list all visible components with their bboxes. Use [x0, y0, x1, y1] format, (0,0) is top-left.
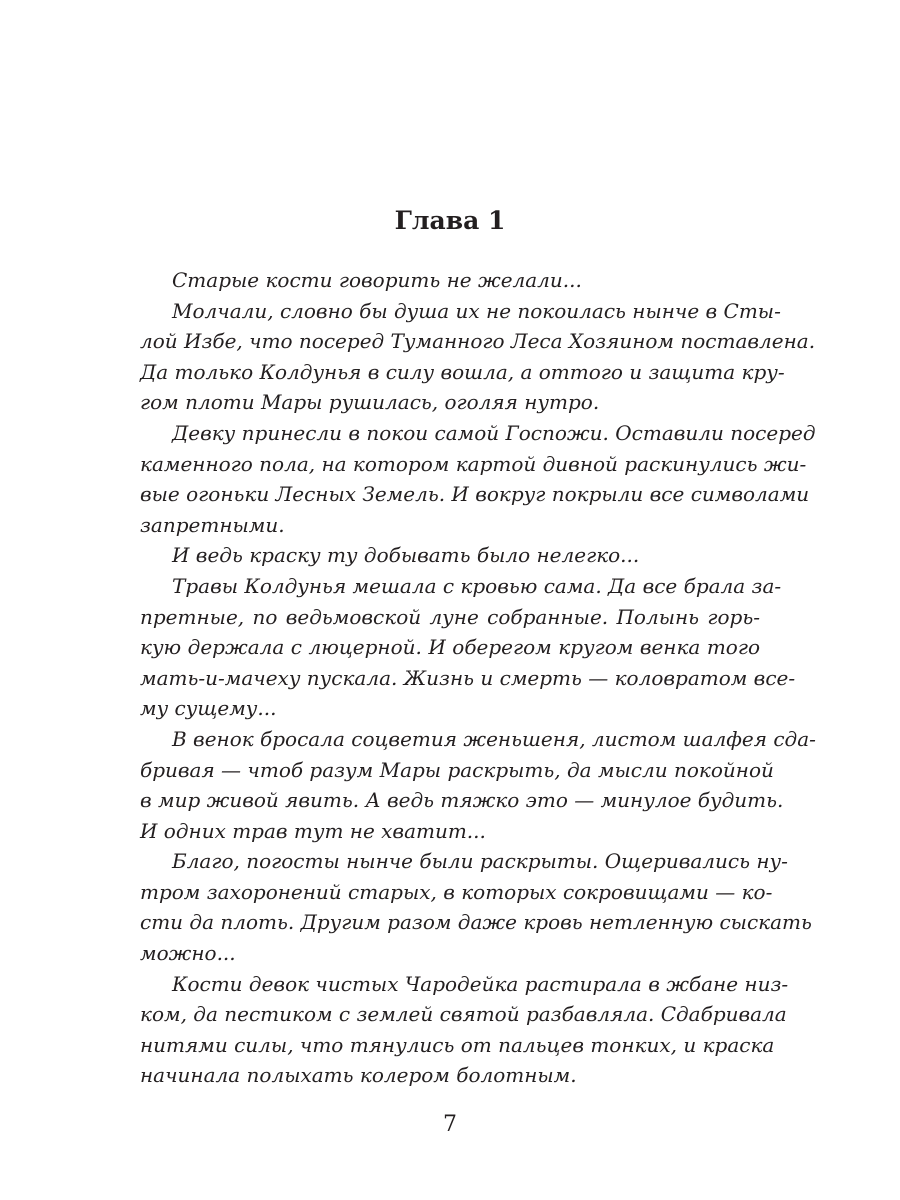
text-line: в мир живой явить. А ведь тяжко это — минулое будить.: [140, 788, 784, 813]
chapter-title: Глава 1: [394, 206, 506, 235]
text-line: И одних трав тут не хватит...: [140, 818, 486, 843]
text-line: тром захоронений старых, в которых сокровищами — ко-: [140, 879, 773, 904]
text-line: бривая — чтоб разум Мары раскрыть, да мысли покойной: [140, 757, 774, 782]
text-line: И ведь краску ту добывать было нелегко...: [172, 543, 640, 568]
paragraph: [140, 846, 812, 968]
text-line: Кости девок чистых Чародейка растирала в жбане низ-: [172, 971, 789, 996]
text-line: Благо, погосты нынче были раскрыты. Ощеривались ну-: [172, 849, 788, 874]
text-line: Травы Колдунья мешала с кровью сама. Да все брала за-: [172, 573, 782, 598]
text-line: Девку принесли в покои самой Госпожи. Оставили посеред: [172, 420, 816, 445]
paragraph: [140, 418, 816, 540]
paragraph: [140, 969, 789, 1091]
paragraph: [140, 724, 816, 846]
text-line: начинала полыхать колером болотным.: [140, 1063, 577, 1088]
paragraph: [140, 265, 760, 296]
text-line: Старые кости говорить не желали...: [172, 268, 582, 292]
paragraph: [140, 540, 760, 571]
text-line: каменного пола, на котором картой дивной раскинулись жи-: [140, 451, 807, 476]
chapter-body: [140, 265, 816, 1091]
text-line: Да только Колдунья в силу вошла, а оттого и защита кру-: [140, 359, 785, 384]
text-line: претные, по ведьмовской луне собранные. Полынь горь-: [140, 604, 760, 629]
text-line: сти да плоть. Другим разом даже кровь нетленную сыскать: [140, 910, 812, 935]
page-number: 7: [443, 1112, 457, 1137]
text-line: гом плоти Мары рушилась, оголяя нутро.: [140, 390, 600, 415]
text-line: мать-и-мачеху пускала. Жизнь и смерть — коловратом все-: [140, 665, 796, 690]
text-line: нитями силы, что тянулись от пальцев тонких, и краска: [140, 1032, 775, 1057]
text-line: можно...: [140, 941, 236, 966]
paragraph: [140, 571, 796, 724]
paragraph: [140, 296, 816, 418]
text-line: запретными.: [140, 512, 285, 537]
text-line: В венок бросала соцветия женьшеня, листом шалфея сда-: [172, 726, 816, 751]
text-line: вые огоньки Лесных Земель. И вокруг покрыли все символами: [140, 482, 810, 507]
text-line: Молчали, словно бы душа их не покоилась нынче в Сты-: [172, 298, 781, 323]
text-line: лой Избе, что посеред Туманного Леса Хозяином поставлена.: [140, 329, 816, 354]
text-line: кую держала с люцерной. И оберегом кругом венка того: [140, 635, 760, 660]
text-line: му сущему...: [140, 696, 277, 721]
text-line: ком, да пестиком с землей святой разбавляла. Сдабривала: [140, 1002, 787, 1027]
